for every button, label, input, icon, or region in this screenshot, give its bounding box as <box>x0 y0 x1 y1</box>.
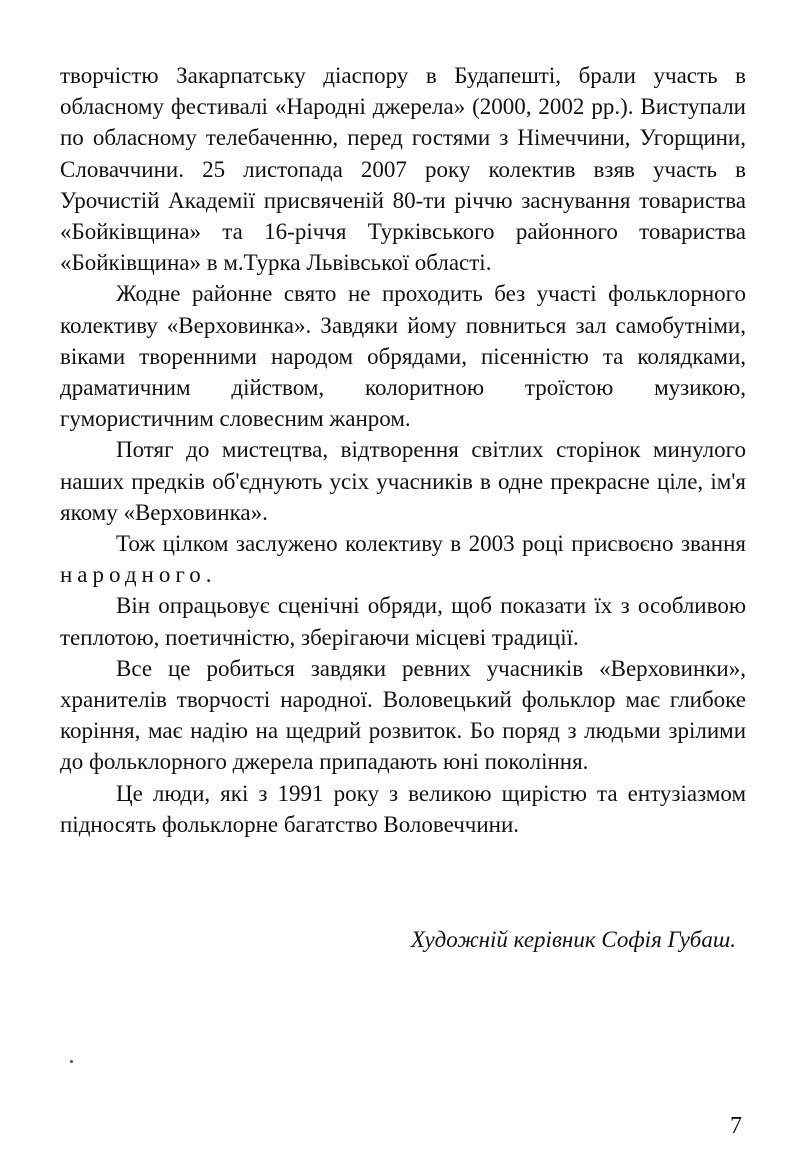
paragraph-5: Він опрацьовує сценічні обряди, щоб показати їх з особливою теплотою, поетичністю, зберігаючи місцеві традиції. <box>60 593 746 650</box>
signature: Художній керівник Софія Губаш. <box>410 927 736 952</box>
scan-speck <box>70 1060 73 1063</box>
paragraph-7: Це люди, які з 1991 року з великою щирістю та ентузіазмом підносять фольклорне багатство Воловеччини. <box>60 780 746 837</box>
award-text: Тож цілком заслужено колективу в 2003 році присвоєно звання <box>116 531 746 557</box>
paragraph-6: Все це робиться завдяки ревних учасників «Верховинки», хранителів творчості народної. Воловецький фольклор має глибоке коріння, має надію на щедрий розвиток. Бо поряд з людьми зрілими до фольклорного джерела припадають юні покоління. <box>60 655 746 775</box>
paragraph-award <box>60 528 746 590</box>
page-number: 7 <box>730 1113 742 1139</box>
document-body <box>60 60 746 840</box>
award-title: народного. <box>60 562 217 588</box>
paragraph-1: творчістю Закарпатську діаспору в Будапешті, брали участь в обласному фестивалі «Народні джерела» (2000, 2002 рр.). Виступали по обласному телебаченню, перед гостями з Німеччини, Угорщини, Словаччини. 25 листопада 2007 року колектив взяв участь в Урочистій Академії присвяченій 80-ти річчю заснування товариства «Бойківщина» та 16-річчя Турківського районного товариства «Бойківщина» в м.Турка Львівської області. <box>60 63 746 276</box>
paragraph-2: Жодне районне свято не проходить без участі фольклорного колективу «Верховинка». Завдяки йому повниться зал самобутніми, віками творенними народом обрядами, пісенністю та колядками, драматичним дійством, колоритною троїстою музикою, гумористичним словесним жанром. <box>60 281 746 432</box>
paragraph-3: Потяг до мистецтва, відтворення світлих сторінок минулого наших предків об'єднують усіх учасників в одне прекрасне ціле, ім'я якому «Верховинка». <box>60 437 746 525</box>
